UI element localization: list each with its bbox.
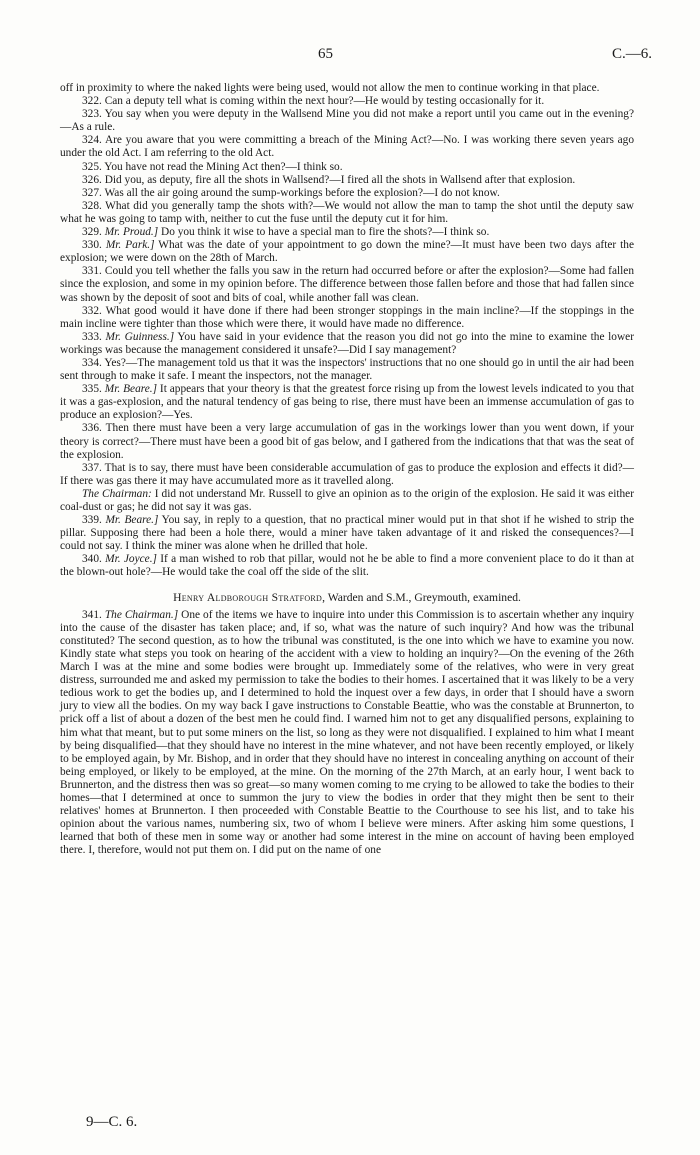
paragraph: 325. You have not read the Mining Act then?—I think so.: [82, 160, 343, 173]
paragraph: 336. Then there must have been a very large accumulation of gas in the workings lower than you went down, if your theory is correct?—There must have been a good bit of gas below, and I gathered from the indications that that was the seat of the explosion.: [60, 422, 634, 461]
speaker: Mr. Proud.]: [104, 226, 159, 239]
question-paragraph: 330. Mr. Park.] What was the date of your appointment to go down the mine?—It must have been two days after the explosion; we were down on the 28th of March.: [60, 239, 634, 265]
paragraph: 331. Could you tell whether the falls you saw in the return had occurred before or after the explosion?—Some had fallen since the explosion, and some in my opinion before. The difference between those fallen before and those that had fallen since was shown by the deposit of soot and bits of coal, while another fall was clean.: [60, 265, 634, 304]
paragraph: off in proximity to where the naked lights were being used, would not allow the men to continue working in that place.: [60, 82, 600, 94]
witness-heading: Henry Aldborough Stratford, Warden and S.M., Greymouth, examined.: [173, 590, 521, 604]
speaker: Mr. Guinness.]: [105, 330, 175, 343]
page-number: 65: [318, 46, 333, 62]
document-body: [60, 82, 634, 857]
speaker: Mr. Joyce.]: [105, 553, 157, 566]
question-paragraph: 341. The Chairman.] One of the items we have to inquire into under this Commission is to ascertain whether any inquiry into the cause of the disaster has taken place; and, if so, what was the nature of such inquiry? And how was the tribunal constituted? The second question, as to how the tribunal was constituted, is the one into which we have to examine you now. Kindly state what steps you took on hearing of the accident with a view to holding an inquiry?—On the evening of the 26th March I was at the mine and some bodies were brought up. Immediately some of the relatives, who were in very great distress, surrounded me and asked my permission to take the bodies to their homes. I ascertained that it was likely to be a very tedious work to get the bodies up, and I determined to hold the inquest over a few days, in order that I should have a sworn jury to view all the bodies. On my way back I gave instructions to Constable Beattie, who was the constable at Brunnerton, to prick off a list of about a dozen of the best men he could find. I warned him not to get any disqualified persons, explaining to him what that meant, but to put some miners on the list, so long as they were not disqualified. I explained to him what I meant by being disqualified—that they should have no interest in the mine whatever, and not have been recently employed, or likely to be employed again, by Mr. Bishop, and in order that they should have no interest in concealing anything on account of their being employed, or likely to be employed, at the mine. On the morning of the 27th March, at an early hour, I went back to Brunnerton, and the distress then was so great—so many women coming to me crying to be allowed to take the bodies to their homes—that I determined at once to summon the jury to view the bodies in order that they might then be sent to their relatives' homes at Brunnerton. I then proceeded with Constable Beattie to the Courthouse to see his list, and to take his opinion about the various names, numbering six, two of whom I believe were miners. After asking him some questions, I learned that both of these men in some way or another had some interest in the mine on account of having been employed there. I, therefore, would not put them on. I did put on the name of one: [60, 608, 634, 857]
speaker: The Chairman.]: [104, 608, 179, 621]
speaker: The Chairman:: [82, 487, 152, 500]
question-paragraph: 329. Mr. Proud.] Do you think it wise to have a special man to fire the shots?—I think so.: [82, 226, 490, 239]
page-header: [0, 46, 700, 66]
paragraph: 327. Was all the air going around the sump-workings before the explosion?—I do not know.: [82, 186, 500, 199]
question-paragraph: 339. Mr. Beare.] You say, in reply to a question, that no practical miner would put in that shot if he wished to strip the pillar. Supposing there had been a hole there, would a miner have taken advantage of it and risked the consequences?—I could not say. I think the miner was alone when he drilled that hole.: [60, 514, 634, 553]
paragraph: 332. What good would it have done if there had been stronger stoppings in the main incline?—If the stoppings in the main incline were tighter than those which were there, it would have made no difference.: [60, 304, 634, 330]
paragraph: 337. That is to say, there must have been considerable accumulation of gas to produce the explosion and effects it did?—If there was gas there it may have accumulated more as it travelled along.: [60, 461, 634, 487]
signature-mark: 9—C. 6.: [86, 1114, 138, 1130]
chairman-remark: The Chairman: I did not understand Mr. Russell to give an opinion as to the origin of the explosion. He said it was either coal-dust or gas; he did not say it was gas.: [60, 487, 634, 513]
question-paragraph: 333. Mr. Guinness.] You have said in your evidence that the reason you did not go into the mine to examine the lower workings was because the management considered it unsafe?—Did I say management?: [60, 330, 634, 356]
speaker: Mr. Beare.]: [105, 514, 159, 527]
witness-name: Henry Aldborough Stratford: [173, 590, 323, 604]
question-paragraph: 335. Mr. Beare.] It appears that your theory is that the greatest force rising up from the lowest levels indicated to you that it was a gas-explosion, and the natural tendency of gas being to rise, there must have been an immense accumulation of gas to produce an explosion?—Yes.: [60, 383, 634, 422]
paragraph: 334. Yes?—The management told us that it was the inspectors' instructions that no one should go in until the air had been sent through to make it safe. I meant the inspectors, not the manager.: [60, 356, 634, 383]
speaker: Mr. Beare.]: [104, 383, 158, 396]
question-paragraph: 340. Mr. Joyce.] If a man wished to rob that pillar, would not he be able to find a more convenient place to do it than at the blown-out hole?—He would take the coal off the side of the slit.: [60, 553, 634, 579]
series-code: C.—6.: [611, 46, 652, 62]
speaker: Mr. Park.]: [105, 239, 155, 252]
paragraph: 326. Did you, as deputy, fire all the shots in Wallsend?—I fired all the shots in Wallsend after that explosion.: [82, 173, 576, 186]
paragraph: 328. What did you generally tamp the shots with?—We would not allow the man to tamp the shot until the deputy saw what he was going to tamp with, neither to cut the fuse until the deputy cut it for him.: [60, 199, 634, 225]
paragraph: 322. Can a deputy tell what is coming within the next hour?—He would by testing occasionally for it.: [82, 95, 545, 108]
paragraph: 323. You say when you were deputy in the Wallsend Mine you did not make a report until you came out in the evening?—As a rule.: [60, 108, 634, 134]
paragraph: 324. Are you aware that you were committing a breach of the Mining Act?—No. I was working there seven years ago under the old Act. I am referring to the old Act.: [60, 134, 634, 160]
